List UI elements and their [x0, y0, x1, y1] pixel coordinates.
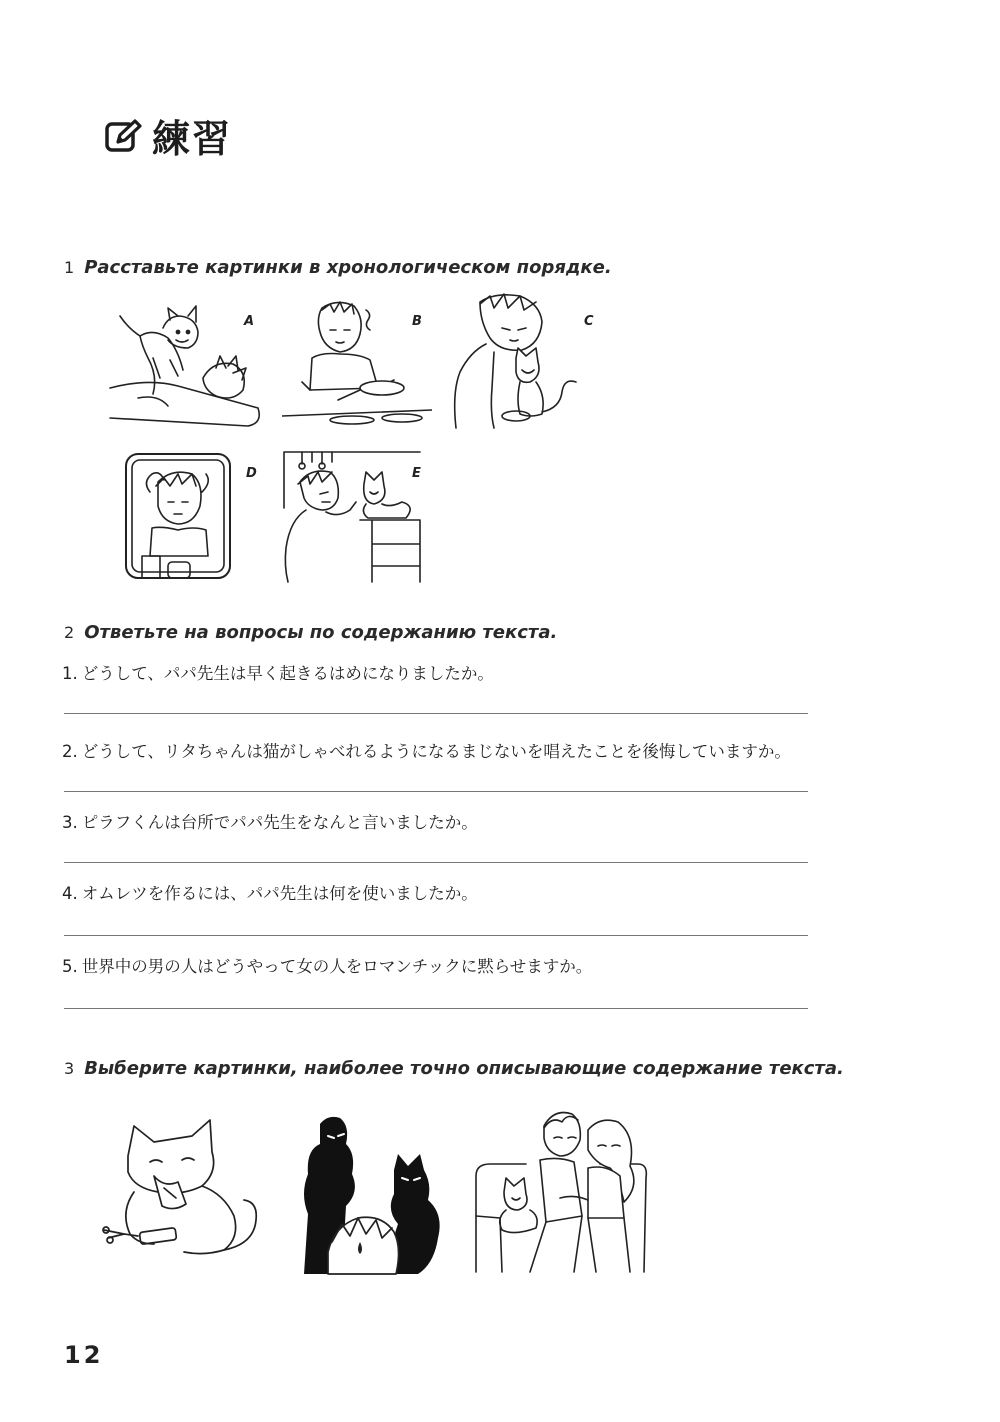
picture-d — [112, 452, 262, 584]
section-2-number: 2 — [64, 623, 75, 642]
section-3-picture-1 — [94, 1116, 264, 1266]
section-3-number: 3 — [64, 1059, 75, 1078]
question-3-text: ピラフくんは台所でパパ先生をなんと言いましたか。 — [81, 813, 478, 832]
picture-c — [450, 292, 600, 432]
question-5 — [62, 953, 592, 977]
question-1-text: どうして、パパ先生は早く起きるはめになりましたか。 — [81, 664, 494, 683]
answer-line-3[interactable] — [64, 862, 808, 863]
question-2-text: どうして、リタちゃんは猫がしゃべれるようになるまじないを唱えたことを後悔していますか。 — [81, 742, 791, 761]
question-2-number: 2. — [62, 742, 78, 761]
cat-with-keys-and-phone-icon — [94, 1116, 264, 1266]
answer-line-5[interactable] — [64, 1008, 808, 1009]
man-looking-at-hungry-cat-icon — [450, 292, 600, 432]
question-1-number: 1. — [62, 664, 78, 683]
picture-b — [282, 298, 432, 428]
pencil-edit-icon — [104, 118, 144, 154]
answer-line-1[interactable] — [64, 713, 808, 714]
section-2-text: Ответьте на вопросы по содержанию текста. — [84, 622, 558, 643]
section-3-text: Выберите картинки, наиболее точно описывающие содержание текста. — [84, 1058, 844, 1079]
picture-c-label: C — [584, 314, 594, 329]
question-5-text: 世界中の男の人はどうやって女の人をロマンチックに黙らせますか。 — [81, 957, 593, 976]
section-1-number: 1 — [64, 258, 75, 277]
title-text: 練習 — [152, 117, 233, 161]
page-title — [104, 108, 232, 163]
tired-man-in-mirror-icon — [112, 452, 262, 584]
picture-b-label: B — [412, 314, 422, 329]
section-2-heading — [64, 622, 557, 643]
section-1-text: Расставьте картинки в хронологическом порядке. — [84, 257, 612, 278]
question-2 — [62, 738, 791, 762]
section-3-picture-3 — [470, 1106, 650, 1276]
picture-e — [280, 448, 430, 584]
question-5-number: 5. — [62, 957, 78, 976]
picture-d-label: D — [246, 466, 257, 481]
picture-a — [108, 298, 268, 428]
picture-a-label: A — [244, 314, 255, 329]
shadow-figures-and-worried-man-icon — [298, 1114, 458, 1276]
question-1 — [62, 660, 494, 684]
question-4-number: 4. — [62, 884, 78, 903]
section-3-picture-2 — [298, 1114, 458, 1276]
question-3-number: 3. — [62, 813, 78, 832]
section-3-heading — [64, 1058, 844, 1079]
page-number: 12 — [64, 1341, 104, 1369]
man-arguing-with-cat-in-kitchen-icon — [280, 448, 430, 584]
question-4-text: オムレツを作るには、パパ先生は何を使いましたか。 — [81, 884, 478, 903]
question-4 — [62, 880, 478, 904]
section-1-heading — [64, 257, 612, 278]
answer-line-4[interactable] — [64, 935, 808, 936]
picture-e-label: E — [412, 466, 421, 481]
couple-and-cat-on-sofa-icon — [470, 1106, 650, 1276]
man-cooking-omelette-icon — [282, 298, 432, 428]
answer-line-2[interactable] — [64, 791, 808, 792]
question-3 — [62, 809, 478, 833]
